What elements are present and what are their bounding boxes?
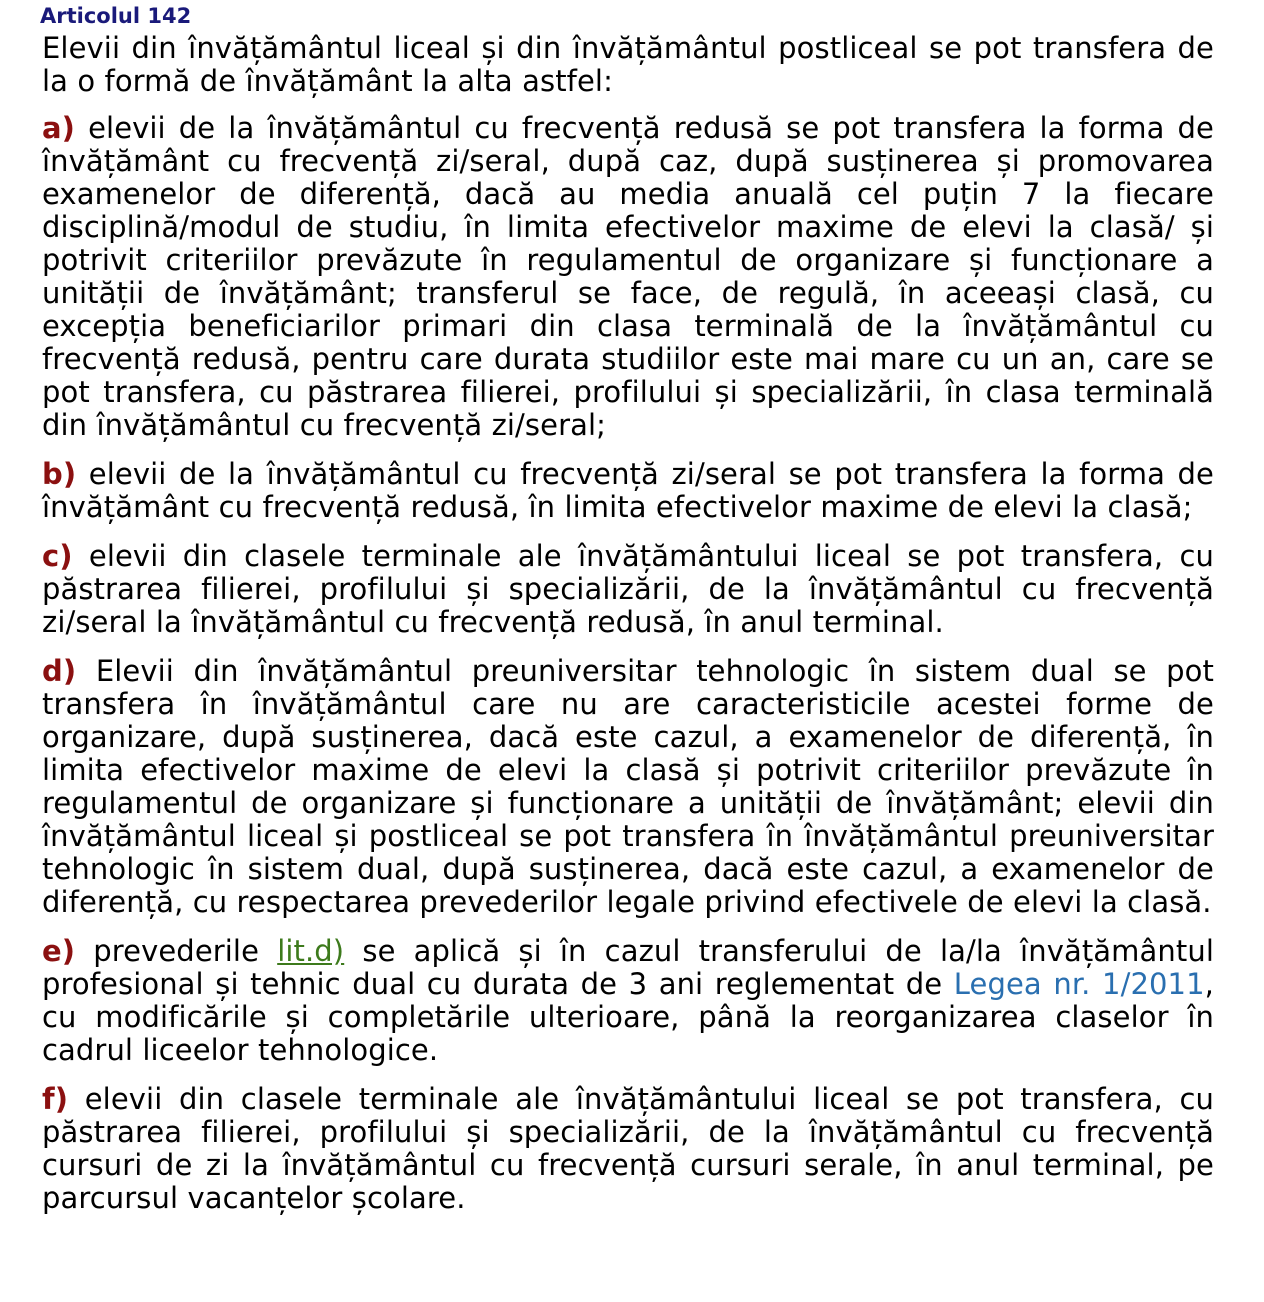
paragraph-e-text-middle: se aplică și în cazul transferului de la/la învățământul profesional și tehnic dual cu durata de 3 ani reglementat de (42, 934, 1214, 1001)
paragraph-c (42, 540, 1214, 639)
paragraph-e-text-after: , cu modificările și completările ulterioare, până la reorganizarea claselor în cadrul liceelor tehnologice. (42, 967, 1214, 1067)
article-intro: Elevii din învățământul liceal și din învățământul postliceal se pot transfera de la o formă de învățământ la alta astfel: (42, 31, 1214, 98)
paragraph-f-text: elevii din clasele terminale ale învățământului liceal se pot transfera, cu păstrarea filierei, profilului și specializării, de la învățământul cu frecvență cursuri de zi la învățământul cu frecvență cursuri serale, în anul terminal, pe parcursul vacanțelor școlare. (42, 1082, 1214, 1215)
letter-a: a) (42, 111, 76, 145)
paragraph-d-text: Elevii din învățământul preuniversitar tehnologic în sistem dual se pot transfera în învățământul care nu are caracteristicile acestei forme de organizare, după susținerea, dacă este cazul, a examenelor de diferență, în limita efectivelor maxime de elevi la clasă și potrivit criteriilor prevăzute în regulamentul de organizare și funcționare a unității de învățământ; elevii din învățământul liceal și postliceal se pot transfera în învățământul preuniversitar tehnologic în sistem dual, după susținerea, dacă este cazul, a examenelor de diferență, cu respectarea prevederilor legale privind efectivele de elevi la clasă. (42, 654, 1214, 919)
paragraph-c-text: elevii din clasele terminale ale învățământului liceal se pot transfera, cu păstrarea filierei, profilului și specializării, de la învățământul cu frecvență zi/seral la învățământul cu frecvență redusă, în anul terminal. (42, 539, 1214, 639)
paragraph-b-text: elevii de la învățământul cu frecvență zi/seral se pot transfera la forma de învățământ cu frecvență redusă, în limita efectivelor maxime de elevi la clasă; (42, 457, 1214, 524)
letter-d: d) (42, 654, 77, 688)
letter-c: c) (42, 539, 73, 573)
letter-b: b) (42, 457, 77, 491)
article-title: Articolul 142 (40, 4, 192, 28)
paragraph-f (42, 1083, 1214, 1215)
letter-e: e) (42, 934, 76, 968)
law-1-2011-link[interactable]: Legea nr. 1/2011 (953, 967, 1205, 1001)
paragraph-d (42, 655, 1214, 919)
lit-d-link[interactable]: lit.d) (277, 934, 345, 968)
paragraph-b (42, 458, 1214, 524)
paragraph-e (42, 935, 1214, 1067)
letter-f: f) (42, 1082, 69, 1116)
paragraph-e-text-before: prevederile (93, 934, 260, 968)
paragraph-a-text: elevii de la învățământul cu frecvență redusă se pot transfera la forma de învățământ cu frecvență zi/seral, după caz, după susținerea și promovarea examenelor de diferență, dacă au media anuală cel puțin 7 la fiecare disciplină/modul de studiu, în limita efectivelor maxime de elevi la clasă/ și potrivit criteriilor prevăzute în regulamentul de organizare și funcționare a unității de învățământ; transferul se face, de regulă, în aceeași clasă, cu excepția beneficiarilor primari din clasa terminală de la învățământul cu frecvență redusă, pentru care durata studiilor este mai mare cu un an, care se pot transfera, cu păstrarea filierei, profilului și specializării, în clasa terminală din învățământul cu frecvență zi/seral; (42, 111, 1214, 442)
paragraph-a (42, 112, 1214, 442)
